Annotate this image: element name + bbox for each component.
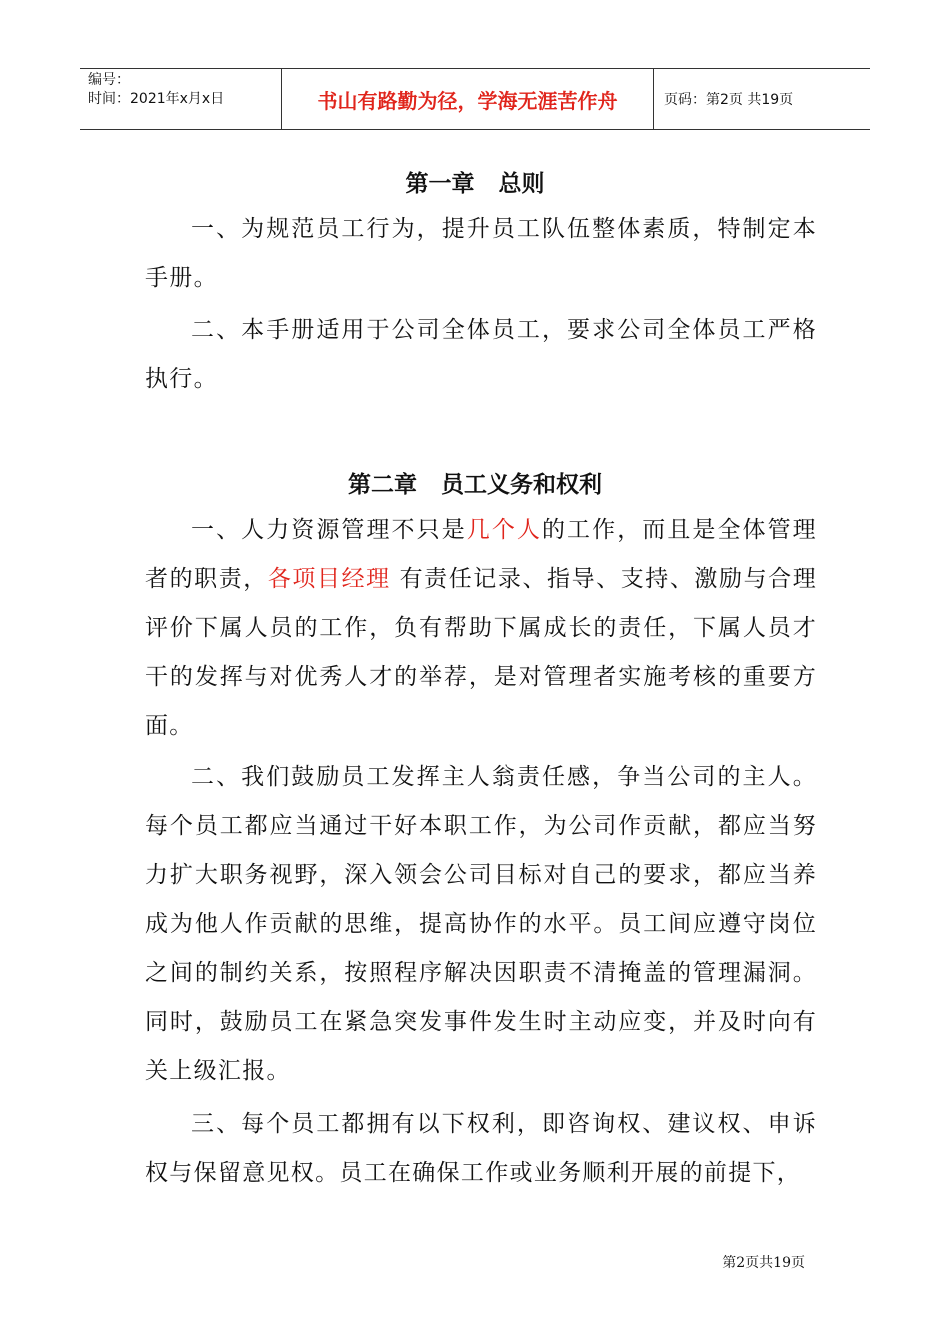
- paragraph-text: 的工作，而且是全体管理者的职责，: [145, 517, 817, 592]
- chapter-2-title: 第二章 员工义务和权利: [347, 472, 603, 498]
- chapter-2-paragraph-3: 三、每个员工都拥有以下权利，即咨询权、建议权、申诉权与保留意见权。员工在确保工作或业务顺利开展的前提下，: [145, 1111, 817, 1186]
- document-header: [80, 68, 870, 130]
- chapter-1-title: 第一章 总则: [405, 171, 545, 197]
- paragraph-text: 有责任记录、指导、支持、激励与合理评价下属人员的工作，负有帮助下属成长的责任，下属人员才干的发挥与对优秀人才的举荐，是对管理者实施考核的重要方面。: [145, 566, 818, 739]
- chapter-2-paragraph-1: [145, 506, 817, 751]
- chapter-1-paragraph-1: 一、为规范员工行为，提升员工队伍整体素质，特制定本手册。: [145, 216, 817, 291]
- paragraph-text: 一、人力资源管理不只是: [191, 517, 467, 543]
- number-label: 编号：: [88, 72, 130, 88]
- page-footer: 第2页共19页: [722, 1255, 805, 1271]
- time-label: 时间：2021年x月x日: [88, 91, 225, 107]
- header-page-info: 页码：第2页 共19页: [664, 92, 794, 108]
- highlighted-text: 各项目经理: [267, 566, 391, 592]
- chapter-1-paragraph-2: 二、本手册适用于公司全体员工，要求公司全体员工严格执行。: [145, 317, 817, 392]
- chapter-2-paragraph-2: 二、我们鼓励员工发挥主人翁责任感，争当公司的主人。每个员工都应当通过干好本职工作，为公司作贡献，都应当努力扩大职务视野，深入领会公司目标对自己的要求，都应当养成为他人作贡献的思维，提高协作的水平。员工间应遵守岗位之间的制约关系，按照程序解决因职责不清掩盖的管理漏洞。同时，鼓励员工在紧急突发事件发生时主动应变，并及时向有关上级汇报。: [145, 764, 817, 1084]
- header-meta: [80, 69, 282, 129]
- highlighted-text: 几个人: [466, 517, 542, 543]
- header-motto: 书山有路勤为径，学海无涯苦作舟: [282, 69, 654, 129]
